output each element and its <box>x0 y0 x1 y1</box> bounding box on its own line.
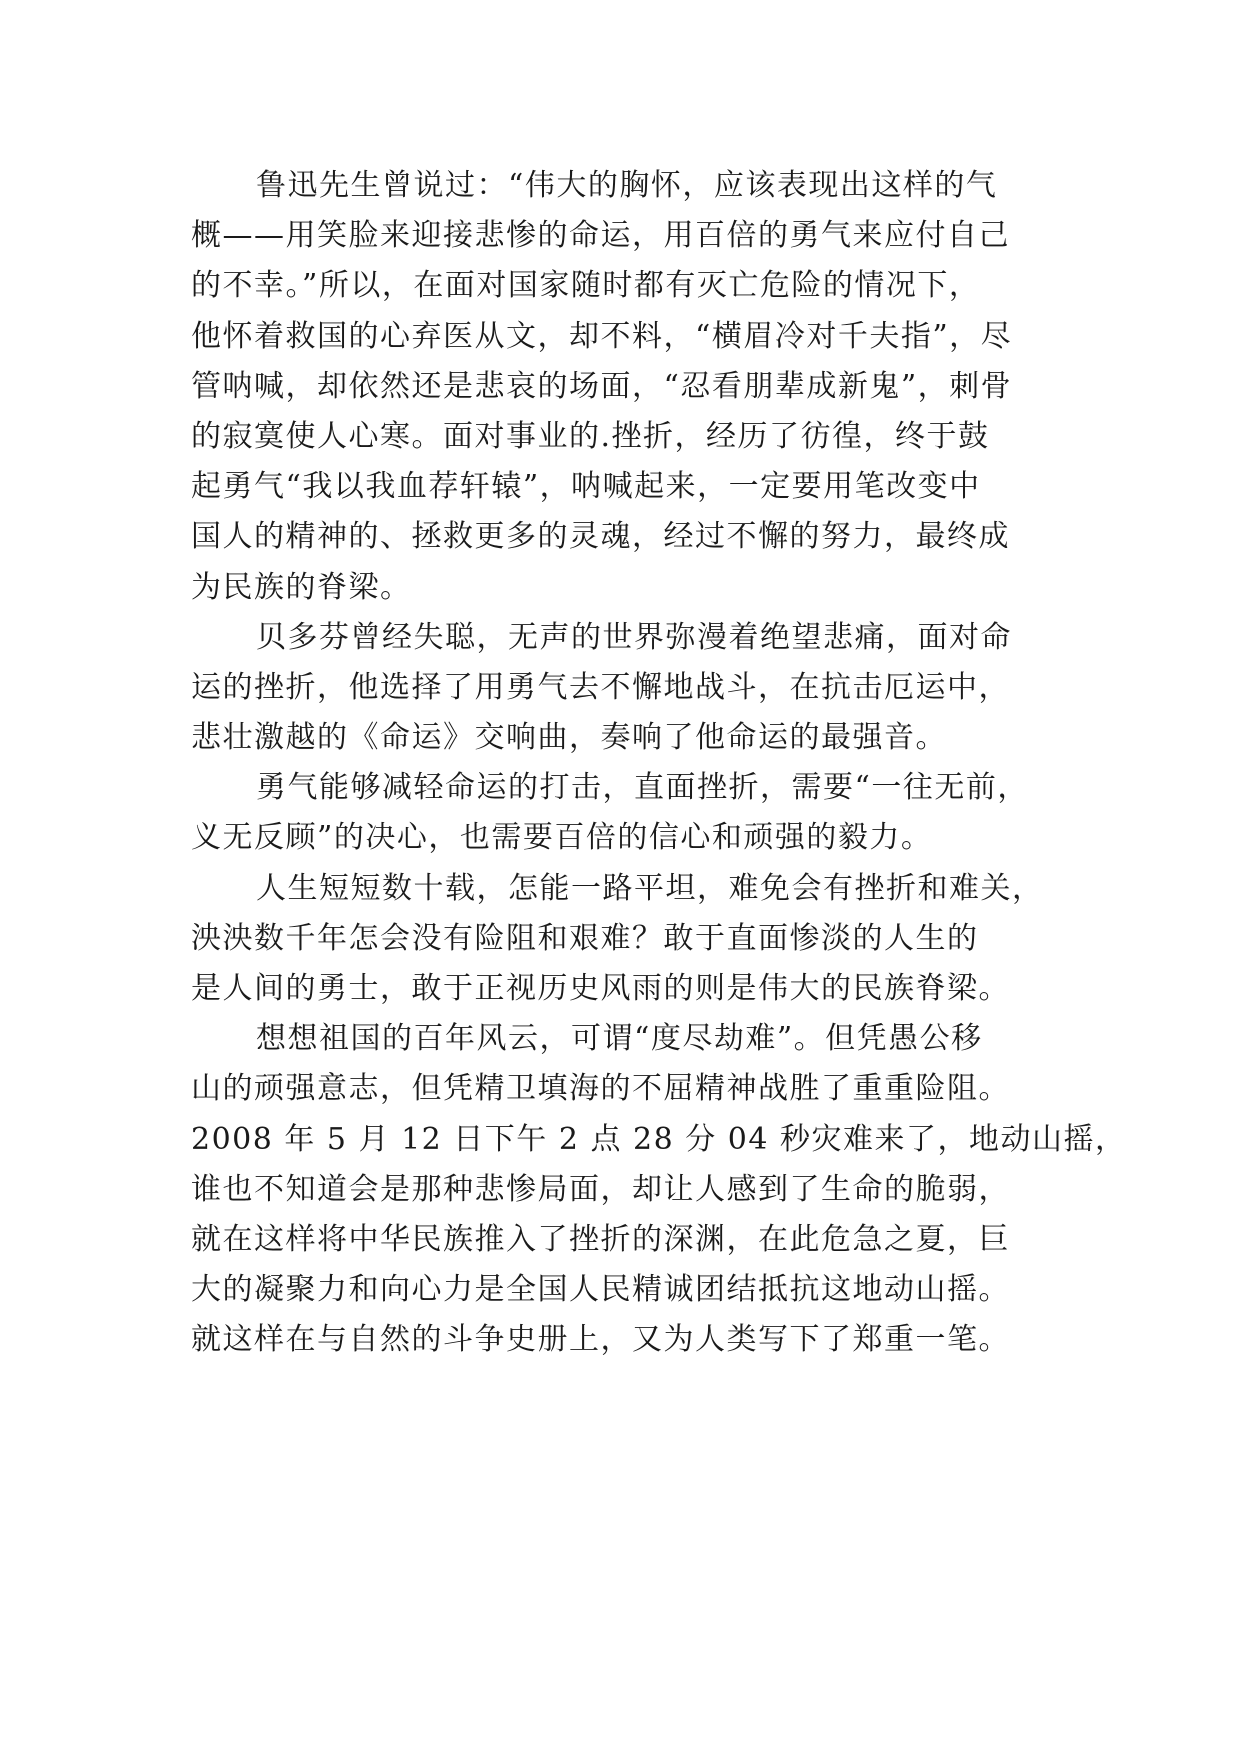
text-line: 悲壮激越的《命运》交响曲，奏响了他命运的最强音。 <box>191 720 947 756</box>
text-line: 为民族的脊梁。 <box>191 569 412 605</box>
paragraph-lu-xun <box>191 161 1091 613</box>
paragraph-courage <box>191 763 1091 863</box>
text-line: 大的凝聚力和向心力是全国人民精诚团结抵抗这地动山摇。 <box>191 1272 1010 1308</box>
text-line: 义无反顾”的决心，也需要百倍的信心和顽强的毅力。 <box>191 820 933 856</box>
text-line: 鲁迅先生曾说过：“伟大的胸怀，应该表现出这样的气 <box>256 168 998 203</box>
text-line: 起勇气“我以我血荐轩辕”，呐喊起来，一定要用笔改变中 <box>191 469 981 505</box>
text-line: 想想祖国的百年风云，可谓“度尽劫难”。但凭愚公移 <box>256 1021 983 1057</box>
text-line: 就在这样将中华民族推入了挫折的深渊，在此危急之夏，巨 <box>191 1221 1010 1257</box>
text-line: 2008 年 5 月 12 日下午 2 点 28 分 04 秒灾难来了，地动山摇， <box>191 1121 1127 1157</box>
paragraph-beethoven <box>191 613 1091 764</box>
text-line: 国人的精神的、拯救更多的灵魂，经过不懈的努力，最终成 <box>191 519 1010 555</box>
text-line: 的寂寞使人心寒。面对事业的.挫折，经历了彷徨，终于鼓 <box>191 418 990 454</box>
text-line: 是人间的勇士，敢于正视历史风雨的则是伟大的民族脊梁。 <box>191 971 1010 1006</box>
text-line: 谁也不知道会是那种悲惨局面，却让人感到了生命的脆弱， <box>191 1171 1010 1207</box>
paragraph-life <box>191 864 1091 1015</box>
text-line: 勇气能够减轻命运的打击，直面挫折，需要“一往无前， <box>256 770 1029 806</box>
text-line: 的不幸。”所以，在面对国家随时都有灭亡危险的情况下， <box>191 268 981 304</box>
text-line: 就这样在与自然的斗争史册上，又为人类写下了郑重一笔。 <box>191 1322 1010 1358</box>
text-line: 他怀着救国的心弃医从文，却不料，“横眉冷对千夫指”，尽 <box>191 318 1013 354</box>
text-line: 泱泱数千年怎会没有险阻和艰难？敢于直面惨淡的人生的 <box>191 920 979 956</box>
text-line: 贝多芬曾经失聪，无声的世界弥漫着绝望悲痛，面对命 <box>256 619 1012 655</box>
paragraph-motherland <box>191 1014 1127 1365</box>
essay-body <box>191 161 1127 1366</box>
text-line: 运的挫折，他选择了用勇气去不懈地战斗，在抗击厄运中， <box>191 669 1010 705</box>
text-line: 人生短短数十载，怎能一路平坦，难免会有挫折和难关， <box>256 870 1044 906</box>
text-line: 管呐喊，却依然还是悲哀的场面，“忍看朋辈成新鬼”，刺骨 <box>191 368 1013 404</box>
text-line: 山的顽强意志，但凭精卫填海的不屈精神战胜了重重险阻。 <box>191 1071 1010 1107</box>
text-line: 概——用笑脸来迎接悲惨的命运，用百倍的勇气来应付自己 <box>191 218 1010 254</box>
